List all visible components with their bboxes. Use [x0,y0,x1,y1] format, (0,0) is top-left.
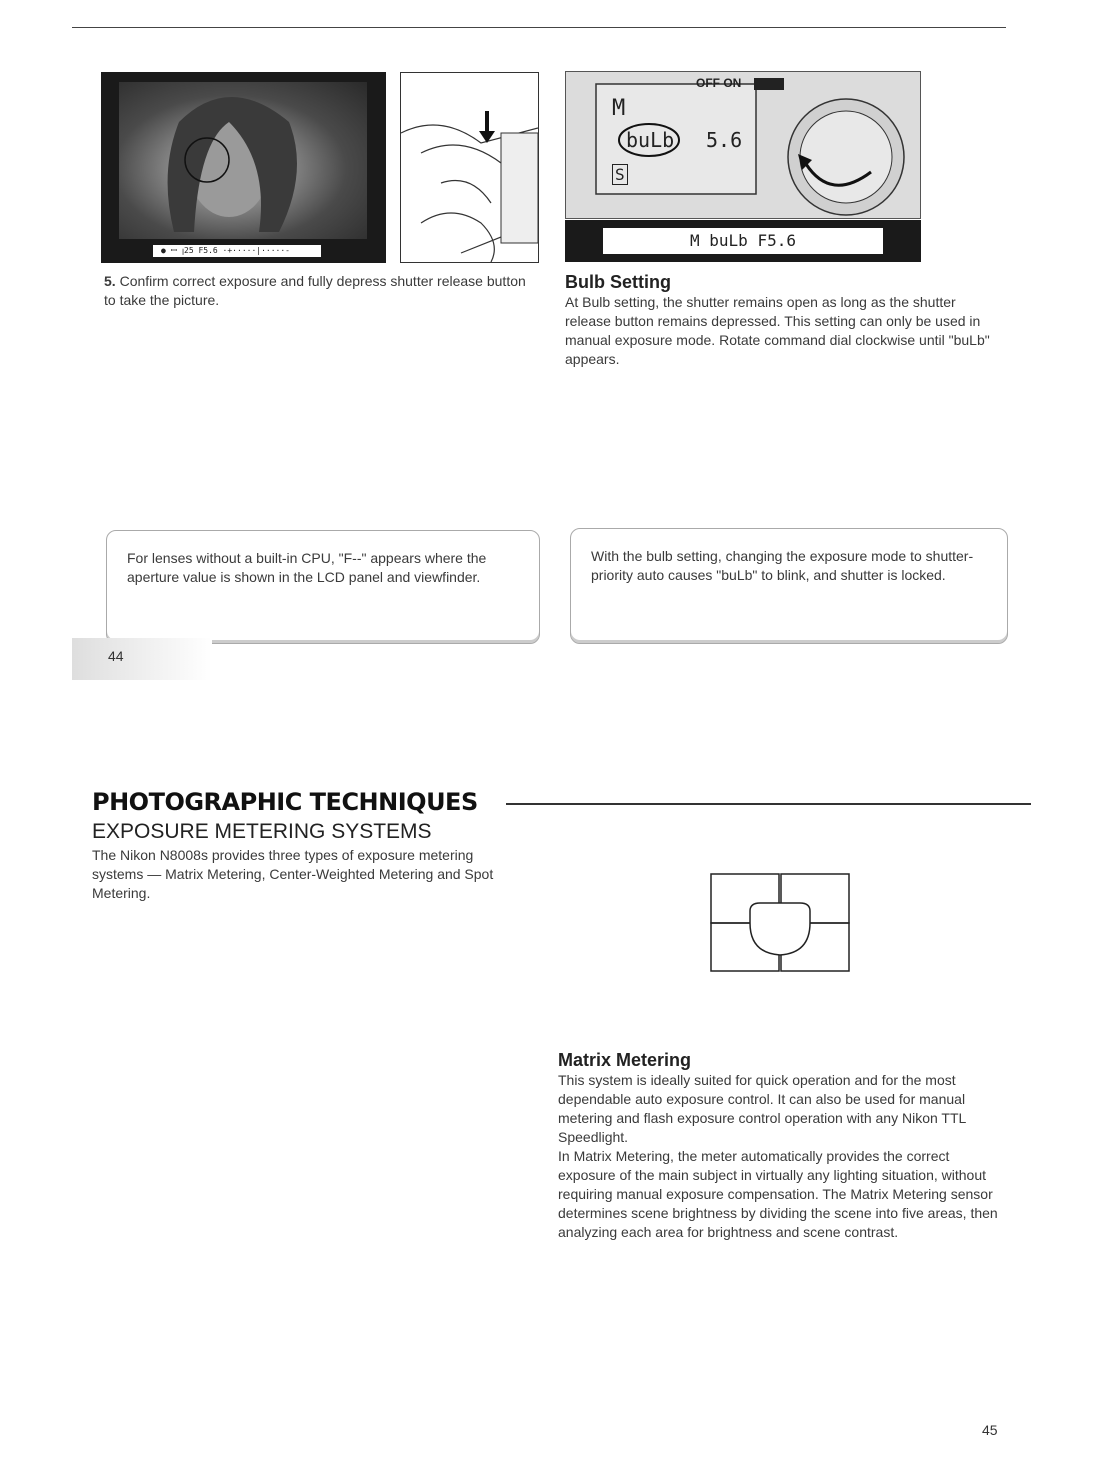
lcd-s: S [612,164,628,185]
page-number-left-block [72,638,212,680]
portrait-image [119,82,367,239]
viewfinder-readout: ● ꟷ ꞁ25 F5.6 ·+·····|·····- [153,245,321,257]
bulb-heading: Bulb Setting [565,272,671,292]
five-segment-diagram [710,873,850,973]
bulb-setting-section [565,272,1005,369]
page-number-right: 45 [982,1422,998,1438]
top-rule [72,27,1006,28]
step-text: Confirm correct exposure and fully depress shutter release button to take the picture. [104,273,526,308]
section-intro: The Nikon N8008s provides three types of exposure metering systems — Matrix Metering, Center-Weighted Metering and Spot Metering. [92,847,494,901]
hand-drawing [401,73,538,262]
matrix-heading: Matrix Metering [558,1050,692,1070]
lcd-panel-illustration [565,71,921,219]
viewfinder-bar-illustration [565,220,921,262]
matrix-sensor-diagram [710,873,850,973]
lcd-aperture: 5.6 [706,128,743,152]
section-subtitle: EXPOSURE METERING SYSTEMS [92,820,432,843]
lcd-drawing [566,72,920,218]
lcd-display: buLb [626,128,675,152]
step-5 [104,272,534,310]
matrix-para-1: This system is ideally suited for quick operation and for the most dependable auto exposure control. It can also be used for manual metering and flash exposure control operation with any Nikon TTL Speedlight. [558,1072,966,1145]
matrix-para-2: In Matrix Metering, the meter automatically provides the correct exposure of the main subject in virtually any lighting situation, without requiring manual exposure compensation. The Matrix Metering sensor determines scene brightness by dividing the scene into five areas, then analyzing each area for brightness and scene contrast. [558,1148,998,1240]
page-number-left: 44 [108,648,124,664]
shutter-hand-illustration [400,72,539,263]
portrait-illustration [119,82,367,239]
section-rule [506,803,1031,805]
lcd-mode: M [612,96,626,121]
matrix-metering-section [558,1050,1003,1242]
step-number: 5. [104,273,116,289]
bulb-note: With the bulb setting, changing the exposure mode to shutter-priority auto causes "buLb" to blink, and shutter is locked. [570,528,1008,644]
bulb-text: At Bulb setting, the shutter remains open as long as the shutter release button remains depressed. This setting can only be used in manual exposure mode. Rotate command dial clockwise until "buLb" appears. [565,294,990,367]
section-title: PHOTOGRAPHIC TECHNIQUES [92,788,478,816]
viewfinder-photo [101,72,386,263]
lcd-off-on-label: OFF ON [696,76,742,90]
cpu-note: For lenses without a built-in CPU, "F--" appears where the aperture value is shown in the LCD panel and viewfinder. [106,530,540,644]
viewfinder-bar-display: M buLb F5.6 [603,228,883,254]
